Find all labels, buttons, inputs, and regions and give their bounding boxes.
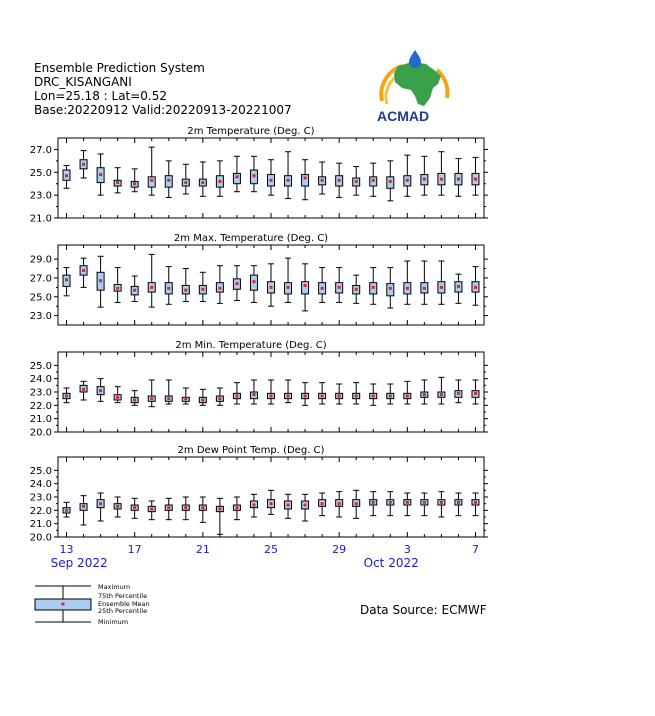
mean-marker [167, 287, 170, 290]
mean-marker [406, 501, 409, 504]
box-day-1 [370, 163, 377, 196]
mean-marker [65, 509, 68, 512]
mean-marker [82, 269, 85, 272]
box-day-22 [216, 161, 223, 196]
mean-marker [355, 502, 358, 505]
box-day-23 [233, 266, 240, 301]
box-day-26 [285, 380, 292, 403]
mean-marker [440, 178, 443, 181]
mean-marker [201, 399, 204, 402]
mean-marker [133, 399, 136, 402]
mean-marker [474, 392, 477, 395]
box-day-16 [114, 387, 121, 403]
chart-panels [30, 126, 488, 544]
box-day-24 [250, 380, 257, 404]
mean-marker [252, 504, 255, 507]
mean-marker [321, 179, 324, 182]
mean-marker [218, 508, 221, 511]
box-day-4 [421, 380, 428, 404]
mean-marker [372, 179, 375, 182]
mean-marker [287, 504, 290, 507]
box-day-5 [438, 492, 445, 517]
mean-marker [235, 175, 238, 178]
box-day-17 [131, 169, 138, 192]
box-day-25 [268, 264, 275, 306]
acmad-logo [377, 50, 447, 124]
mean-marker [116, 505, 119, 508]
box-day-19 [165, 161, 172, 198]
y-tick-label: 22.0 [29, 505, 52, 517]
box-day-15 [97, 493, 104, 521]
box-day-23 [233, 383, 240, 404]
box-day-30 [353, 167, 360, 196]
box-day-17 [131, 498, 138, 518]
box-day-3 [404, 493, 411, 516]
box-day-7 [472, 267, 479, 306]
header-line-3: Lon=25.18 : Lat=0.52 [34, 89, 168, 103]
mean-marker [474, 286, 477, 289]
x-month-label: Sep 2022 [50, 556, 108, 570]
y-tick-label: 20.0 [29, 427, 52, 439]
mean-marker [270, 502, 273, 505]
y-tick-label: 20.0 [29, 532, 52, 544]
legend-label-25th: 25th Percentile [98, 607, 148, 615]
mean-marker [99, 279, 102, 282]
mean-marker [167, 179, 170, 182]
x-month-label: Oct 2022 [363, 556, 419, 570]
mean-marker [201, 506, 204, 509]
mean-marker [423, 287, 426, 290]
box-day-2 [387, 161, 394, 201]
y-tick-label: 21.0 [29, 414, 52, 426]
iqr-box [233, 173, 240, 183]
mean-marker [184, 289, 187, 292]
box-day-30 [353, 383, 360, 404]
box-day-21 [199, 497, 206, 522]
box-day-23 [233, 497, 240, 520]
mean-marker [218, 287, 221, 290]
box-day-1 [370, 492, 377, 516]
box-day-16 [114, 268, 121, 303]
mean-marker [406, 395, 409, 398]
box-day-16 [114, 168, 121, 193]
box-day-1 [370, 268, 377, 305]
box-day-15 [97, 256, 104, 307]
box-day-24 [250, 266, 257, 303]
mean-marker [252, 174, 255, 177]
mean-marker [287, 286, 290, 289]
y-tick-label: 25.0 [29, 292, 52, 304]
box-day-28 [319, 383, 326, 404]
box-day-25 [268, 490, 275, 514]
mean-marker [65, 278, 68, 281]
y-tick-label: 24.0 [29, 479, 52, 491]
mean-marker [167, 506, 170, 509]
mean-marker [82, 388, 85, 391]
mean-marker [150, 397, 153, 400]
box-day-5 [438, 261, 445, 304]
y-tick-label: 21.0 [29, 213, 52, 225]
mean-marker [474, 178, 477, 181]
box-day-4 [421, 493, 428, 516]
mean-marker [65, 174, 68, 177]
mean-marker [321, 395, 324, 398]
box-day-28 [319, 493, 326, 516]
box-day-26 [285, 258, 292, 302]
box-day-24 [250, 156, 257, 191]
mean-marker [338, 502, 341, 505]
header-line-2: DRC_KISANGANI [34, 75, 132, 89]
box-day-20 [182, 269, 189, 302]
box-day-21 [199, 162, 206, 196]
legend-label-mean: Ensemble Mean [98, 600, 150, 608]
box-day-13 [63, 165, 70, 188]
box-day-22 [216, 498, 223, 534]
mean-marker [389, 395, 392, 398]
panel-2 [30, 233, 488, 325]
box-day-3 [404, 381, 411, 404]
mean-marker [235, 282, 238, 285]
mean-marker [440, 393, 443, 396]
legend-label-maximum: Maximum [98, 583, 131, 591]
panel-title: 2m Max. Temperature (Deg. C) [173, 233, 329, 244]
mean-marker [389, 501, 392, 504]
mean-marker [423, 178, 426, 181]
mean-marker [82, 505, 85, 508]
logo-text: ACMAD [377, 108, 430, 124]
mean-marker [304, 177, 307, 180]
mean-marker [389, 180, 392, 183]
y-tick-label: 21.0 [29, 519, 52, 531]
x-tick-label: 7 [471, 543, 479, 556]
box-day-3 [404, 261, 411, 304]
x-tick-label: 3 [403, 543, 411, 556]
box-day-4 [421, 156, 428, 195]
x-axis [51, 543, 479, 570]
box-day-18 [148, 380, 155, 407]
box-day-13 [63, 502, 70, 517]
mean-marker [184, 181, 187, 184]
logo-africa-icon [394, 62, 441, 106]
mean-marker [116, 181, 119, 184]
box-day-22 [216, 266, 223, 304]
box-day-2 [387, 268, 394, 308]
box-day-27 [302, 494, 309, 521]
mean-marker [270, 395, 273, 398]
box-day-29 [336, 163, 343, 197]
panel-title: 2m Temperature (Deg. C) [187, 126, 315, 137]
mean-marker [184, 397, 187, 400]
data-source: Data Source: ECMWF [360, 603, 487, 617]
mean-marker [457, 285, 460, 288]
mean-marker [116, 287, 119, 290]
y-tick-label: 25.0 [29, 465, 52, 477]
box-day-6 [455, 159, 462, 197]
box-day-5 [438, 152, 445, 195]
logo-drop-icon [409, 50, 421, 68]
mean-marker [372, 501, 375, 504]
iqr-box [302, 282, 309, 294]
y-tick-label: 29.0 [29, 254, 52, 266]
mean-marker [252, 393, 255, 396]
mean-marker [133, 506, 136, 509]
box-day-27 [302, 383, 309, 406]
legend-mean-marker [62, 603, 65, 606]
box-day-17 [131, 391, 138, 406]
box-day-19 [165, 380, 172, 404]
box-day-3 [404, 155, 411, 196]
mean-marker [184, 506, 187, 509]
y-tick-label: 23.0 [29, 190, 52, 202]
x-tick-label: 13 [59, 543, 74, 556]
box-day-22 [216, 388, 223, 405]
box-day-14 [80, 258, 87, 287]
x-tick-label: 29 [332, 543, 347, 556]
box-day-23 [233, 156, 240, 191]
box-day-18 [148, 147, 155, 195]
box-day-29 [336, 492, 343, 517]
box-day-20 [182, 388, 189, 404]
box-day-2 [387, 384, 394, 404]
header-line-4: Base:20220912 Valid:20220913-20221007 [34, 103, 292, 117]
panel-4 [30, 445, 488, 544]
mean-marker [150, 179, 153, 182]
mean-marker [355, 180, 358, 183]
mean-marker [406, 179, 409, 182]
box-day-30 [353, 490, 360, 518]
mean-marker [167, 397, 170, 400]
mean-marker [355, 395, 358, 398]
iqr-box [148, 177, 155, 187]
mean-marker [133, 182, 136, 185]
box-day-19 [165, 498, 172, 519]
box-day-25 [268, 160, 275, 195]
box-day-6 [455, 493, 462, 516]
y-tick-label: 25.0 [29, 167, 52, 179]
x-tick-label: 25 [264, 543, 278, 556]
mean-marker [252, 280, 255, 283]
box-day-24 [250, 494, 257, 517]
box-day-14 [80, 496, 87, 525]
mean-marker [150, 508, 153, 511]
mean-marker [321, 502, 324, 505]
mean-marker [355, 288, 358, 291]
mean-marker [201, 181, 204, 184]
box-day-20 [182, 497, 189, 520]
box-day-13 [63, 388, 70, 403]
y-tick-label: 23.0 [29, 387, 52, 399]
mean-marker [99, 173, 102, 176]
mean-marker [287, 179, 290, 182]
box-day-4 [421, 261, 428, 304]
box-day-20 [182, 164, 189, 194]
box-day-14 [80, 151, 87, 178]
y-tick-label: 27.0 [29, 144, 52, 156]
iqr-box [302, 175, 309, 186]
box-day-29 [336, 384, 343, 404]
mean-marker [440, 501, 443, 504]
y-tick-label: 23.0 [29, 492, 52, 504]
mean-marker [218, 397, 221, 400]
mean-marker [440, 286, 443, 289]
mean-marker [457, 501, 460, 504]
mean-marker [372, 395, 375, 398]
mean-marker [99, 389, 102, 392]
legend-label-minimum: Minimum [98, 618, 129, 626]
mean-marker [65, 395, 68, 398]
mean-marker [304, 504, 307, 507]
box-day-25 [268, 380, 275, 404]
mean-marker [235, 395, 238, 398]
mean-marker [218, 180, 221, 183]
panel-title: 2m Min. Temperature (Deg. C) [175, 340, 327, 351]
box-day-27 [302, 264, 309, 311]
mean-marker [423, 393, 426, 396]
box-day-21 [199, 389, 206, 405]
mean-marker [338, 395, 341, 398]
box-day-7 [472, 493, 479, 516]
box-day-16 [114, 497, 121, 517]
mean-marker [338, 286, 341, 289]
mean-marker [389, 287, 392, 290]
header-line-1: Ensemble Prediction System [34, 61, 205, 75]
box-day-26 [285, 152, 292, 199]
box-day-27 [302, 160, 309, 200]
mean-marker [116, 396, 119, 399]
box-day-6 [455, 274, 462, 303]
mean-marker [457, 392, 460, 395]
panel-3 [30, 340, 488, 439]
mean-marker [201, 288, 204, 291]
box-day-28 [319, 162, 326, 194]
mean-marker [423, 501, 426, 504]
x-tick-label: 21 [195, 543, 210, 556]
box-day-19 [165, 267, 172, 305]
legend-label-75th: 75th Percentile [98, 592, 148, 600]
mean-marker [82, 163, 85, 166]
box-day-17 [131, 276, 138, 301]
mean-marker [457, 178, 460, 181]
box-day-29 [336, 268, 343, 303]
mean-marker [150, 286, 153, 289]
y-tick-label: 25.0 [29, 360, 52, 372]
mean-marker [338, 179, 341, 182]
mean-marker [304, 395, 307, 398]
panel-title: 2m Dew Point Temp. (Deg. C) [177, 445, 325, 456]
mean-marker [270, 286, 273, 289]
mean-marker [321, 287, 324, 290]
box-day-7 [472, 157, 479, 195]
panel-1 [30, 126, 488, 225]
box-day-18 [148, 254, 155, 307]
box-day-2 [387, 492, 394, 516]
mean-marker [99, 502, 102, 505]
y-tick-label: 24.0 [29, 374, 52, 386]
box-day-5 [438, 377, 445, 404]
mean-marker [287, 395, 290, 398]
box-day-1 [370, 384, 377, 405]
mean-marker [235, 506, 238, 509]
box-day-7 [472, 380, 479, 404]
box-day-18 [148, 501, 155, 520]
y-tick-label: 23.0 [29, 311, 52, 323]
y-tick-label: 22.0 [29, 400, 52, 412]
box-day-14 [80, 381, 87, 400]
box-day-28 [319, 268, 326, 303]
box-day-30 [353, 275, 360, 303]
box-day-21 [199, 272, 206, 301]
mean-marker [270, 179, 273, 182]
box-day-6 [455, 380, 462, 403]
legend [35, 583, 150, 626]
box-day-26 [285, 494, 292, 518]
y-tick-label: 27.0 [29, 273, 52, 285]
mean-marker [372, 286, 375, 289]
box-day-15 [97, 154, 104, 195]
mean-marker [133, 289, 136, 292]
mean-marker [304, 284, 307, 287]
box-day-13 [63, 268, 70, 296]
mean-marker [474, 501, 477, 504]
mean-marker [406, 287, 409, 290]
box-day-15 [97, 379, 104, 402]
x-tick-label: 17 [127, 543, 142, 556]
